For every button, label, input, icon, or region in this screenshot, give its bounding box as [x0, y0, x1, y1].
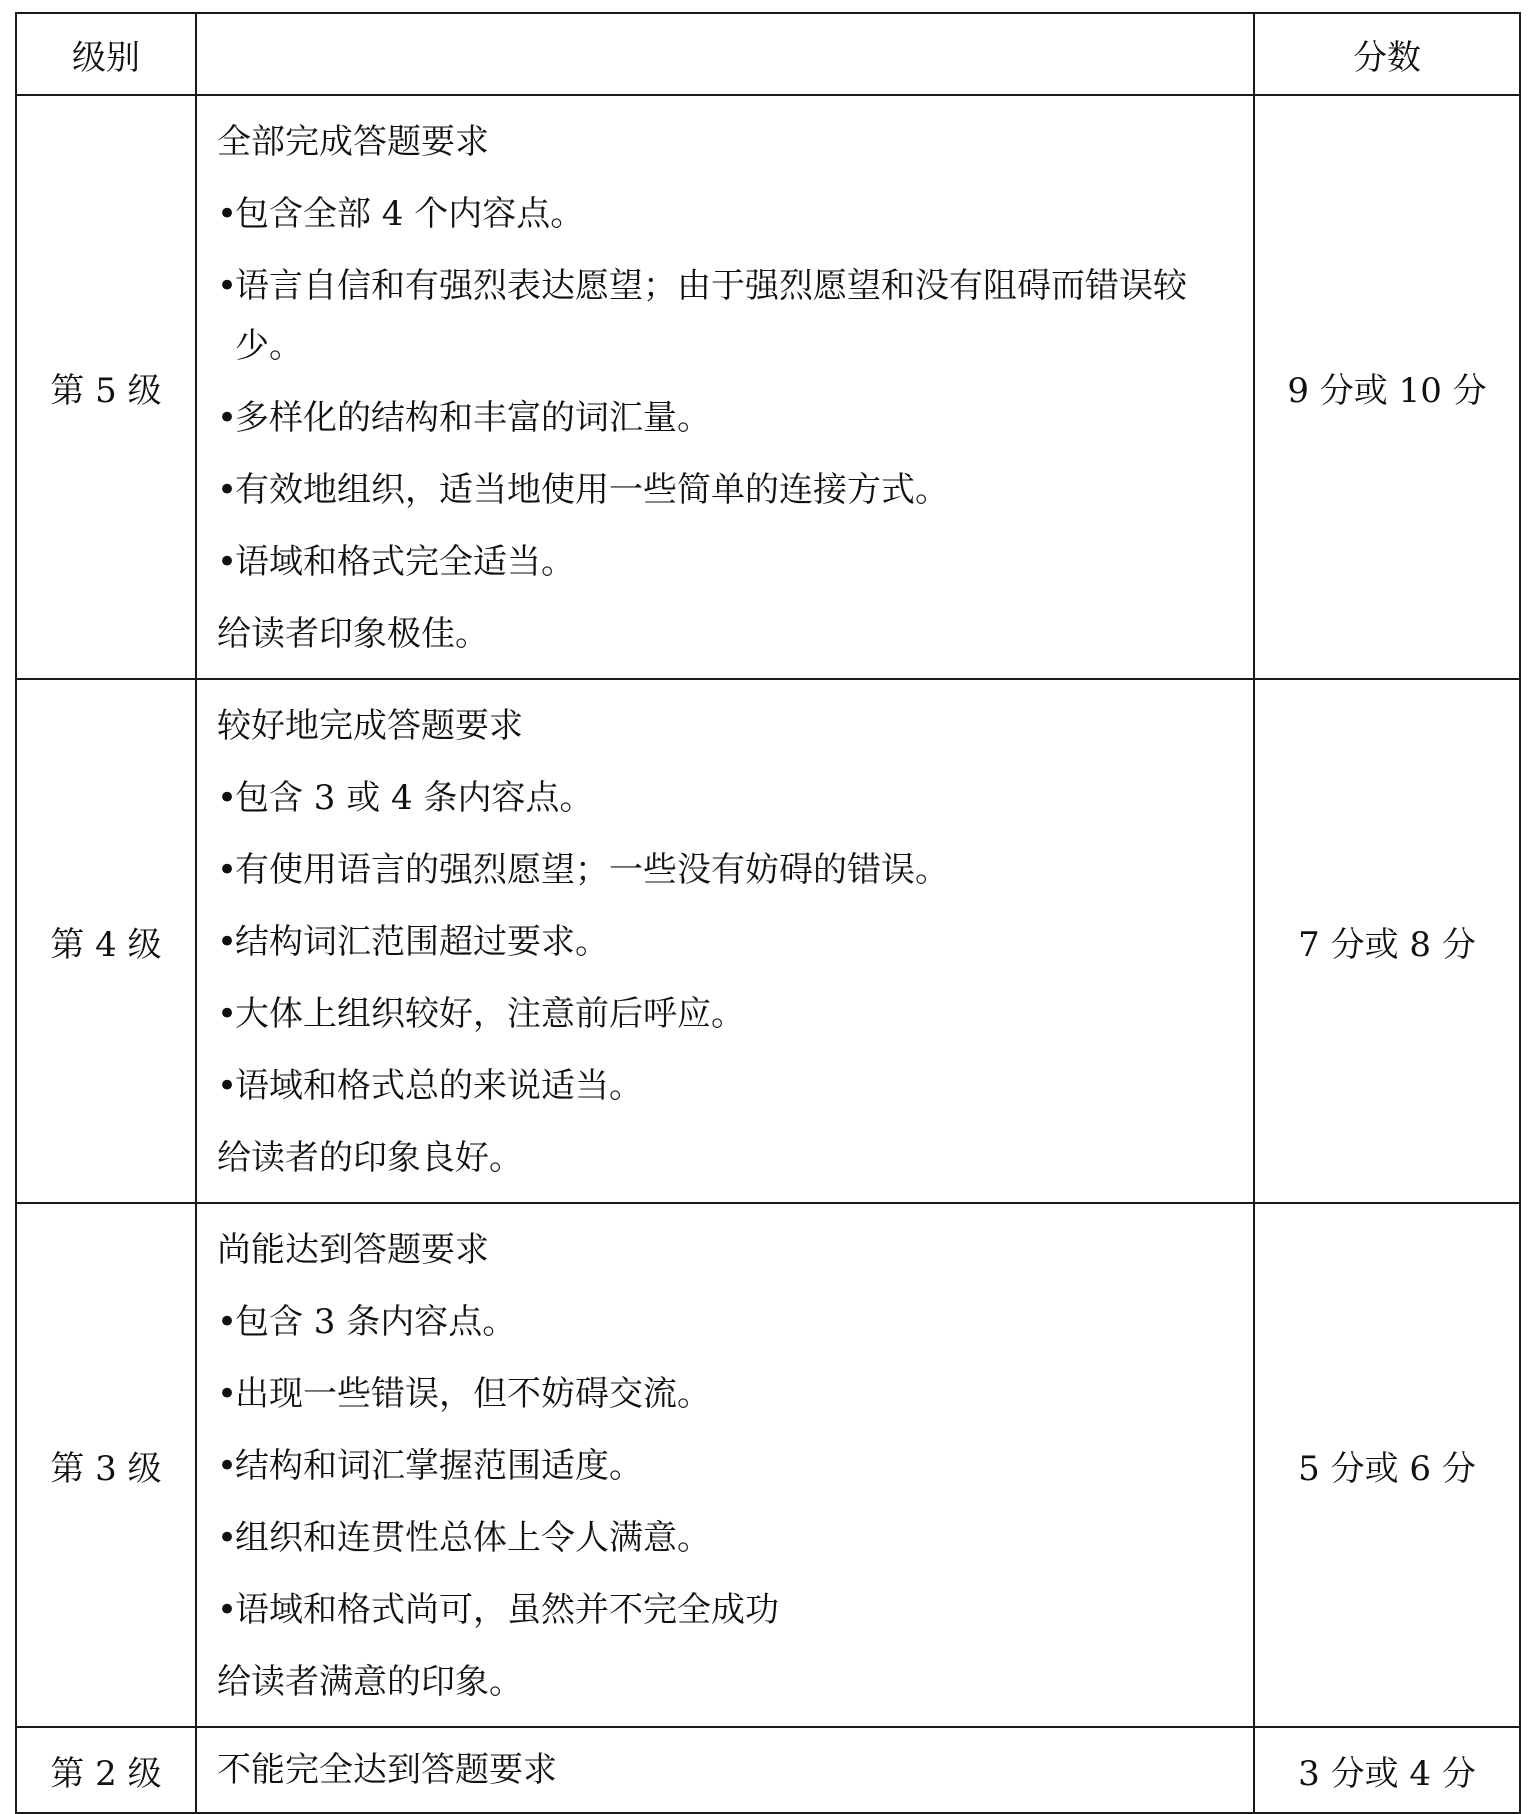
bullet-dot: •: [217, 778, 238, 818]
bullet-dot: •: [217, 470, 238, 510]
bullet-dot: •: [217, 1446, 238, 1486]
criteria-bullet: •语域和格式完全适当。: [217, 526, 1237, 598]
bullet-dot: •: [217, 994, 238, 1034]
bullet-dot: •: [217, 1066, 238, 1106]
bullet-dot: •: [217, 1374, 238, 1414]
description-cell: [196, 679, 1254, 1203]
criteria-bullet: •组织和连贯性总体上令人满意。: [217, 1502, 1237, 1574]
criteria-bullet: •包含全部 4 个内容点。: [217, 178, 1237, 250]
criteria-title: 尚能达到答题要求: [217, 1230, 489, 1270]
table-row: [16, 95, 1520, 679]
criteria-conclusion: 给读者的印象良好。: [217, 1138, 523, 1178]
table-row: [16, 1727, 1520, 1813]
level-cell: 第 5 级: [16, 95, 196, 679]
level-cell: 第 2 级: [16, 1727, 196, 1813]
criteria-bullet: •包含 3 条内容点。: [217, 1286, 1237, 1358]
table-row: [16, 679, 1520, 1203]
criteria-bullet: •结构和词汇掌握范围适度。: [217, 1430, 1237, 1502]
score-cell: 3 分或 4 分: [1254, 1727, 1520, 1813]
criteria-bullet: •语域和格式尚可，虽然并不完全成功: [217, 1574, 1237, 1646]
criteria-conclusion: 给读者印象极佳。: [217, 614, 489, 654]
table-row: [16, 1203, 1520, 1727]
criteria-bullet: •语言自信和有强烈表达愿望；由于强烈愿望和没有阻碍而错误较少。: [217, 250, 1237, 382]
bullet-dot: •: [217, 922, 238, 962]
description-cell: [196, 1203, 1254, 1727]
header-level: 级别: [16, 13, 196, 95]
level-cell: 第 3 级: [16, 1203, 196, 1727]
level-cell: 第 4 级: [16, 679, 196, 1203]
score-cell: 7 分或 8 分: [1254, 679, 1520, 1203]
score-cell: 5 分或 6 分: [1254, 1203, 1520, 1727]
description-cell: [196, 1727, 1254, 1813]
criteria-bullet: •有效地组织，适当地使用一些简单的连接方式。: [217, 454, 1237, 526]
bullet-dot: •: [217, 1590, 238, 1630]
criteria-title: 较好地完成答题要求: [217, 706, 523, 746]
bullet-dot: •: [217, 1302, 238, 1342]
scoring-rubric-table: [15, 12, 1521, 1814]
header-score: 分数: [1254, 13, 1520, 95]
criteria-bullet: •大体上组织较好，注意前后呼应。: [217, 978, 1237, 1050]
criteria-bullet: •多样化的结构和丰富的词汇量。: [217, 382, 1237, 454]
criteria-conclusion: 给读者满意的印象。: [217, 1662, 523, 1702]
bullet-dot: •: [217, 398, 238, 438]
criteria-bullet: •包含 3 或 4 条内容点。: [217, 762, 1237, 834]
criteria-bullet: •语域和格式总的来说适当。: [217, 1050, 1237, 1122]
table-header-row: [16, 13, 1520, 95]
criteria-bullet: •出现一些错误，但不妨碍交流。: [217, 1358, 1237, 1430]
description-cell: [196, 95, 1254, 679]
criteria-title: 不能完全达到答题要求: [217, 1750, 557, 1790]
bullet-dot: •: [217, 1518, 238, 1558]
header-description: [196, 13, 1254, 95]
criteria-title: 全部完成答题要求: [217, 122, 489, 162]
bullet-dot: •: [217, 194, 238, 234]
criteria-bullet: •结构词汇范围超过要求。: [217, 906, 1237, 978]
bullet-dot: •: [217, 542, 238, 582]
criteria-bullet: •有使用语言的强烈愿望；一些没有妨碍的错误。: [217, 834, 1237, 906]
bullet-dot: •: [217, 850, 238, 890]
score-cell: 9 分或 10 分: [1254, 95, 1520, 679]
bullet-dot: •: [217, 266, 238, 306]
